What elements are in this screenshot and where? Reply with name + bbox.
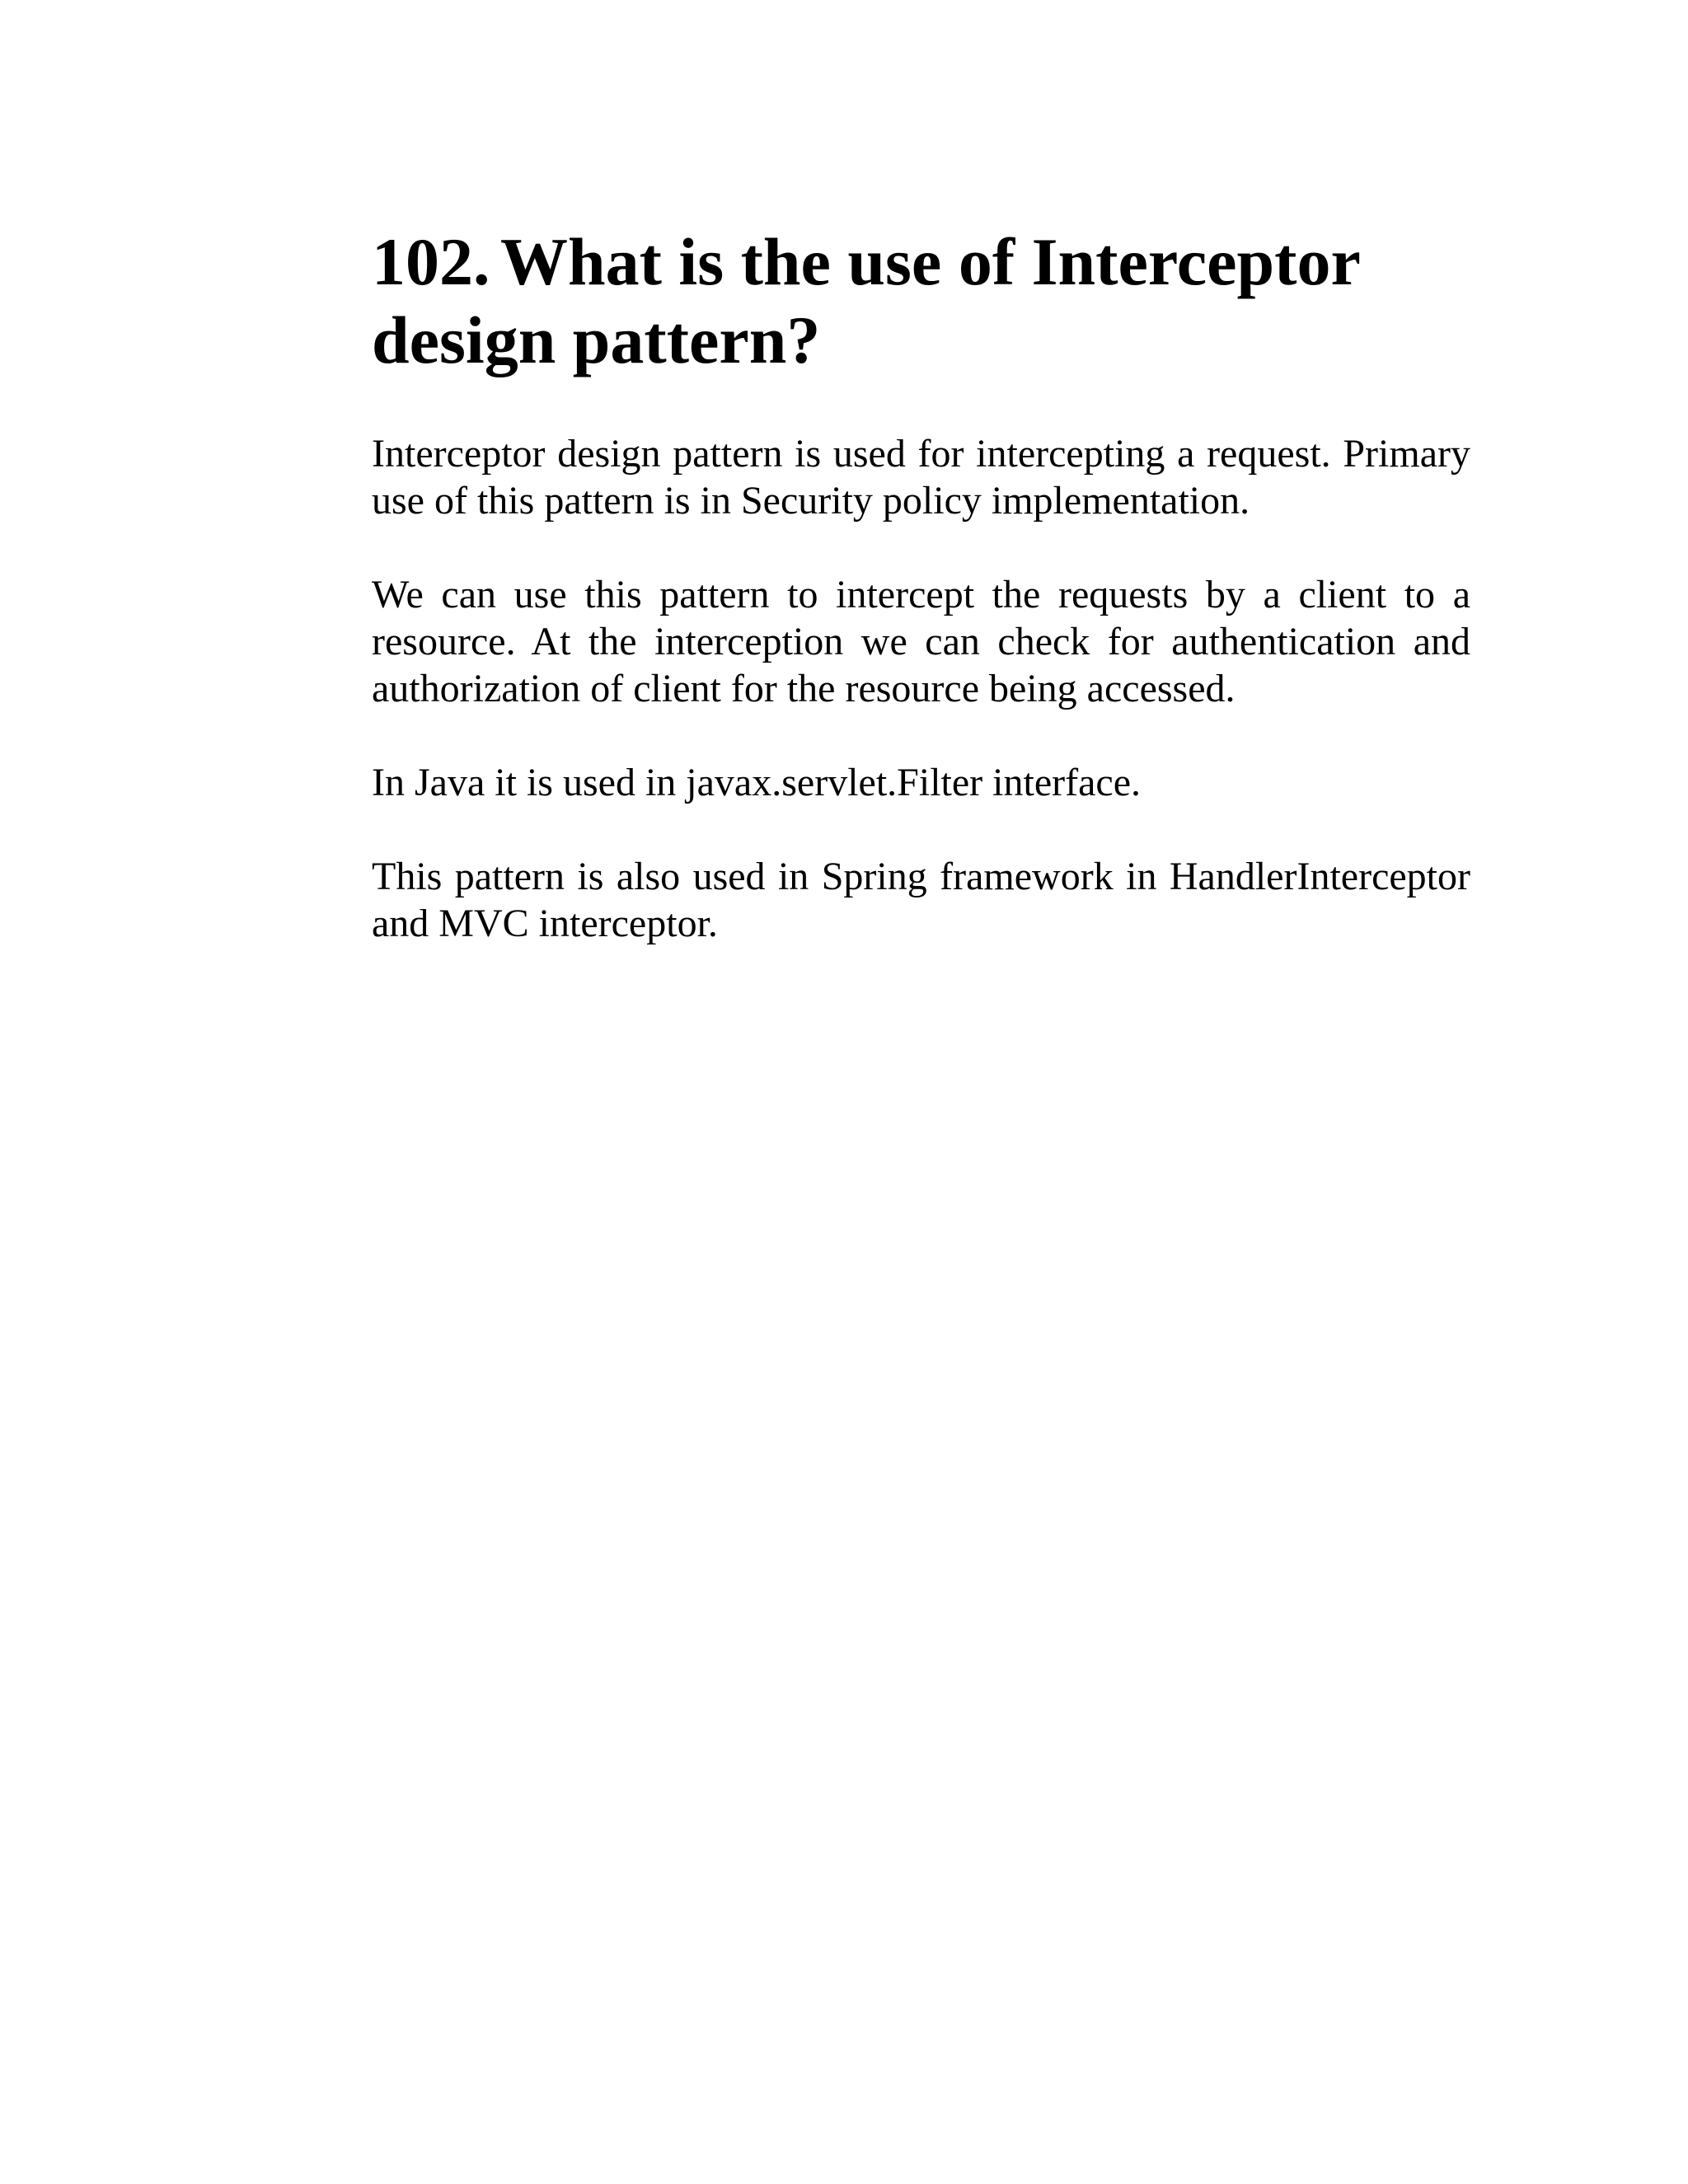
answer-paragraph-purpose: Interceptor design pattern is used for intercepting a request. Primary use of this pattern is in Security policy implementation.: [372, 432, 1470, 523]
answer-paragraph-java-usage: In Java it is used in javax.servlet.Filter interface.: [372, 761, 1142, 804]
answer-body: [372, 430, 1470, 947]
question-heading: [372, 223, 1470, 379]
question-number: 102.: [372, 224, 490, 299]
question-answer-section: [372, 223, 1470, 947]
question-title: What is the use of Interceptor design pattern?: [372, 224, 1360, 377]
answer-paragraph-interception: We can use this pattern to intercept the requests by a client to a resource. At the interception we can check for authentication and authorization of client for the resource being accessed.: [372, 573, 1470, 710]
answer-paragraph-spring-usage: This pattern is also used in Spring framework in HandlerInterceptor and MVC interceptor.: [372, 855, 1470, 945]
